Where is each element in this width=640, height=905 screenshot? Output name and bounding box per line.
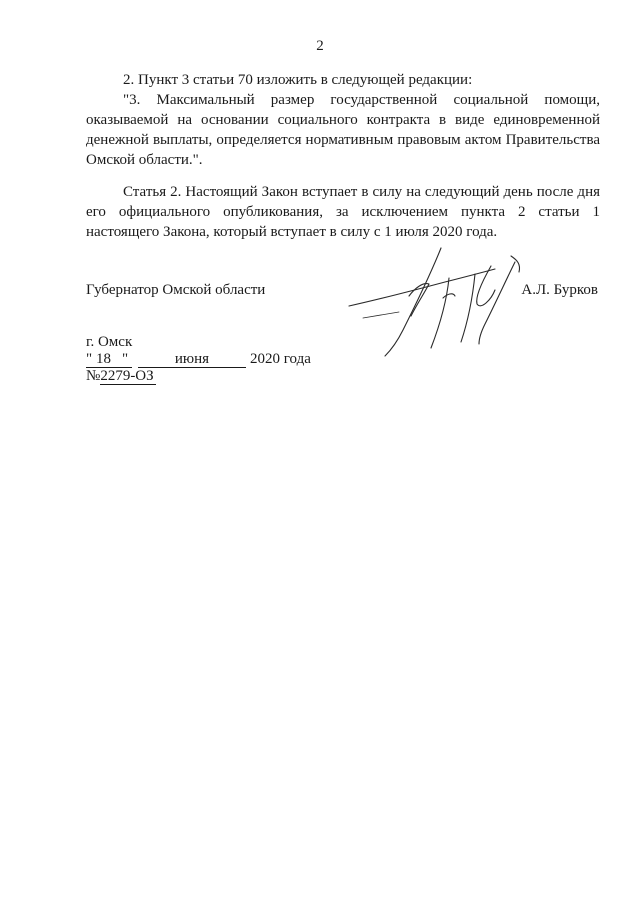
year-value: 2020 года	[250, 351, 311, 367]
handwritten-signature	[345, 238, 535, 360]
date-line	[86, 351, 311, 368]
place-of-signing: г. Омск	[86, 334, 133, 350]
item-2-block	[86, 70, 600, 170]
item-2-heading: 2. Пункт 3 статьи 70 изложить в следующей редакции:	[123, 72, 473, 88]
open-quote: "	[86, 351, 93, 367]
close-quote: "	[122, 351, 129, 367]
day-field	[86, 352, 132, 368]
article-2-text: Статья 2. Настоящий Закон вступает в силу на следующий день после дня его официального опубликования, за исключением пункта 2 статьи 1 настоящего Закона, который вступает в силу с 1 июля 2020 года.	[86, 184, 600, 240]
place-date-number-block	[86, 334, 311, 385]
item-2-new-wording: "3. Максимальный размер государственной социальной помощи, оказываемой на основании социального контракта в виде единовременной денежной выплаты, определяется нормативным правовым актом Правительства Омской области.".	[86, 92, 600, 168]
page-number: 2	[316, 38, 324, 54]
law-number-value: 2279-ОЗ	[100, 368, 154, 384]
governor-name: А.Л. Бурков	[521, 282, 598, 298]
article-2-block	[86, 182, 600, 242]
month-value: июня	[138, 352, 246, 368]
law-number-line	[86, 368, 311, 385]
day-value: 18	[96, 351, 111, 367]
governor-title: Губернатор Омской области	[86, 282, 266, 298]
number-sign: №	[86, 368, 101, 384]
